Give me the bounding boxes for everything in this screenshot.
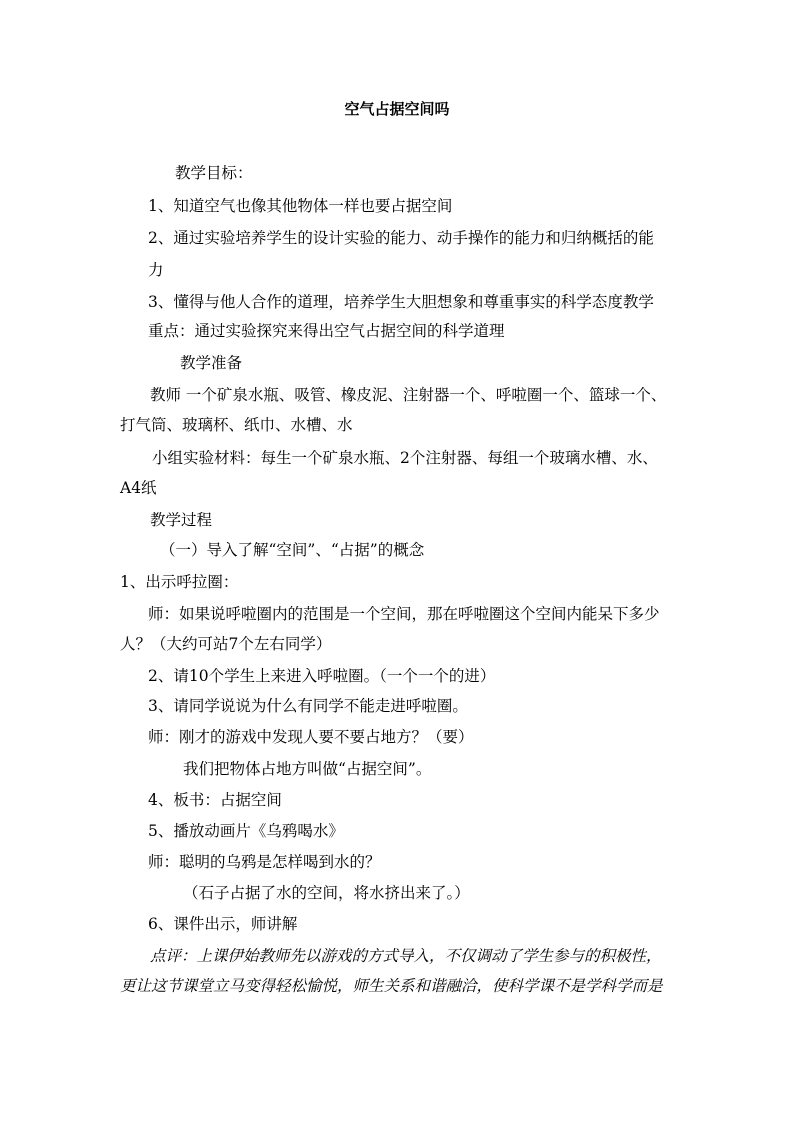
teacher-question-3: 师：聪明的乌鸦是怎样喝到水的？: [148, 853, 381, 871]
objective-2-cont: 力: [148, 261, 164, 279]
step-3: 3、请同学说说为什么有同学不能走进呼啦圈。: [148, 697, 468, 715]
teacher-materials: 教师 一个矿泉水瓶、吸管、橡皮泥、注射器一个、呼啦圈一个、篮球一个、: [150, 386, 667, 404]
objective-3: 3、懂得与他人合作的道理，培养学生大胆想象和尊重事实的科学态度教学: [148, 293, 654, 311]
concept-statement: 我们把物体占地方叫做“占据空间”。: [183, 760, 432, 778]
objective-2: 2、通过实验培养学生的设计实验的能力、动手操作的能力和归纳概括的能: [148, 229, 654, 247]
commentary-cont: 更让这节课堂立马变得轻松愉悦，师生关系和谐融洽，使科学课不是学科学而是: [120, 977, 663, 995]
teacher-question-1: 师：如果说呼啦圈内的范围是一个空间，那在呼啦圈这个空间内能呆下多少: [148, 605, 660, 623]
preparation-heading: 教学准备: [180, 354, 243, 372]
step-1: 1、出示呼拉圈：: [120, 573, 239, 591]
group-materials: 小组实验材料：每生一个矿泉水瓶、2个注射器、每组一个玻璃水槽、水、: [152, 449, 658, 467]
document-title: 空气占据空间吗: [344, 100, 450, 118]
teacher-question-1-cont: 人？（大约可站7个左右同学）: [120, 635, 332, 653]
group-materials-cont: A4纸: [120, 479, 157, 497]
commentary: 点评：上课伊始教师先以游戏的方式导入，不仅调动了学生参与的积极性，: [150, 947, 662, 965]
step-4: 4、板书：占据空间: [148, 791, 282, 809]
teacher-question-2: 师：刚才的游戏中发现人要不要占地方？（要）: [148, 728, 474, 746]
process-heading: 教学过程: [150, 511, 213, 529]
teacher-materials-cont: 打气筒、玻璃杯、纸巾、水槽、水: [120, 416, 353, 434]
step-6: 6、课件出示，师讲解: [148, 915, 298, 933]
step-5: 5、播放动画片《乌鸦喝水》: [148, 822, 344, 840]
answer-3: （石子占据了水的空间，将水挤出来了。）: [183, 884, 470, 902]
key-point: 重点：通过实验探究来得出空气占据空间的科学道理: [148, 322, 505, 340]
objective-1: 1、知道空气也像其他物体一样也要占据空间: [148, 197, 453, 215]
section-1-heading: （一）导入了解“空间”、“占据”的概念: [160, 541, 425, 559]
objectives-heading: 教学目标：: [175, 164, 253, 182]
step-2: 2、请10个学生上来进入呼啦圈。（一个一个的进）: [148, 667, 496, 685]
